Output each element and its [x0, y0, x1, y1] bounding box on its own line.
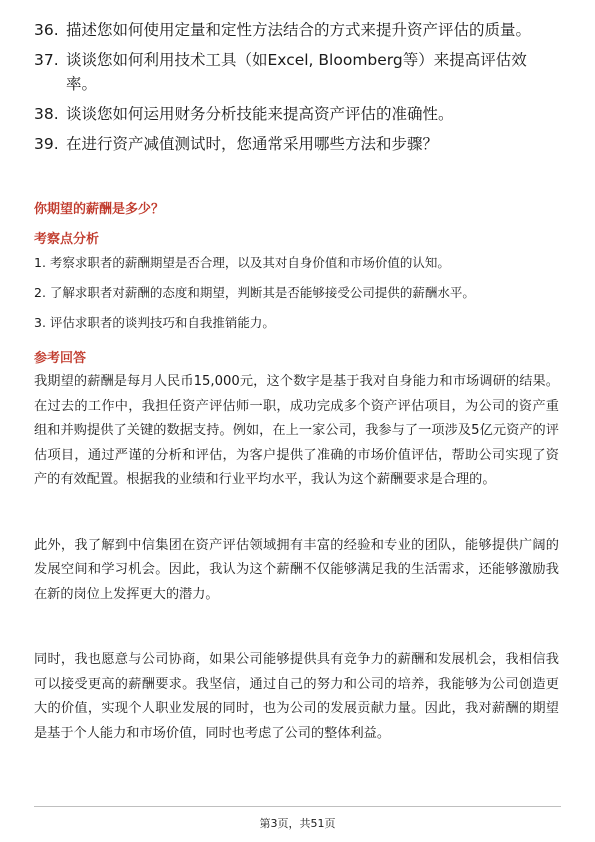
question-number: 38. [34, 105, 59, 123]
analysis-points [34, 253, 559, 343]
question-text: 描述您如何使用定量和定性方法结合的方式来提升资产评估的质量。 [66, 21, 532, 39]
answer-paragraph: 我期望的薪酬是每月人民币15,000元，这个数字是基于我对自身能力和市场调研的结果。在过去的工作中，我担任资产评估师一职，成功完成多个资产评估项目，为公司的资产重组和并购提供了关键的数据支持。例如，在上一家公司，我参与了一项涉及5亿元资产的评估项目，通过严谨的分析和评估，为客户提供了准确的市场价值评估，帮助公司实现了资产的有效配置。根据我的业绩和行业平均水平，我认为这个薪酬要求是合理的。 [34, 374, 559, 487]
question-item [34, 102, 554, 126]
analysis-point: 1. 考察求职者的薪酬期望是否合理，以及其对自身价值和市场价值的认知。 [34, 255, 450, 270]
question-text: 谈谈您如何运用财务分析技能来提高资产评估的准确性。 [66, 105, 454, 123]
analysis-point: 2. 了解求职者对薪酬的态度和期望，判断其是否能够接受公司提供的薪酬水平。 [34, 285, 475, 300]
question-number: 36. [34, 21, 59, 39]
question-number: 37. [34, 51, 59, 69]
answer-paragraph: 此外，我了解到中信集团在资产评估领域拥有丰富的经验和专业的团队，能够提供广阔的发展空间和学习机会。因此，我认为这个薪酬不仅能够满足我的生活需求，还能够激励我在新的岗位上发挥更大的潜力。 [34, 537, 559, 602]
answer-heading: 参考回答 [34, 351, 87, 366]
answer-body [34, 370, 559, 787]
question-number: 39. [34, 135, 59, 153]
question-text: 在进行资产减值测试时，您通常采用哪些方法和步骤？ [66, 135, 439, 153]
footer-divider [34, 806, 561, 807]
question-list [34, 18, 554, 162]
analysis-point: 3. 评估求职者的谈判技巧和自我推销能力。 [34, 315, 275, 330]
answer-paragraph: 同时，我也愿意与公司协商，如果公司能够提供具有竞争力的薪酬和发展机会，我相信我可以接受更高的薪酬要求。我坚信，通过自己的努力和公司的培养，我能够为公司创造更大的价值，实现个人职业发展的同时，也为公司的发展贡献力量。因此，我对薪酬的期望是基于个人能力和市场价值，同时也考虑了公司的整体利益。 [34, 652, 559, 741]
question-text: 谈谈您如何利用技术工具（如Excel, Bloomberg等）来提高评估效率。 [66, 51, 527, 93]
question-item [34, 18, 554, 42]
page-number: 第3页，共51页 [259, 817, 336, 830]
question-item [34, 48, 554, 96]
main-question-heading: 你期望的薪酬是多少？ [34, 202, 165, 217]
analysis-heading: 考察点分析 [34, 232, 100, 247]
question-item [34, 132, 554, 156]
